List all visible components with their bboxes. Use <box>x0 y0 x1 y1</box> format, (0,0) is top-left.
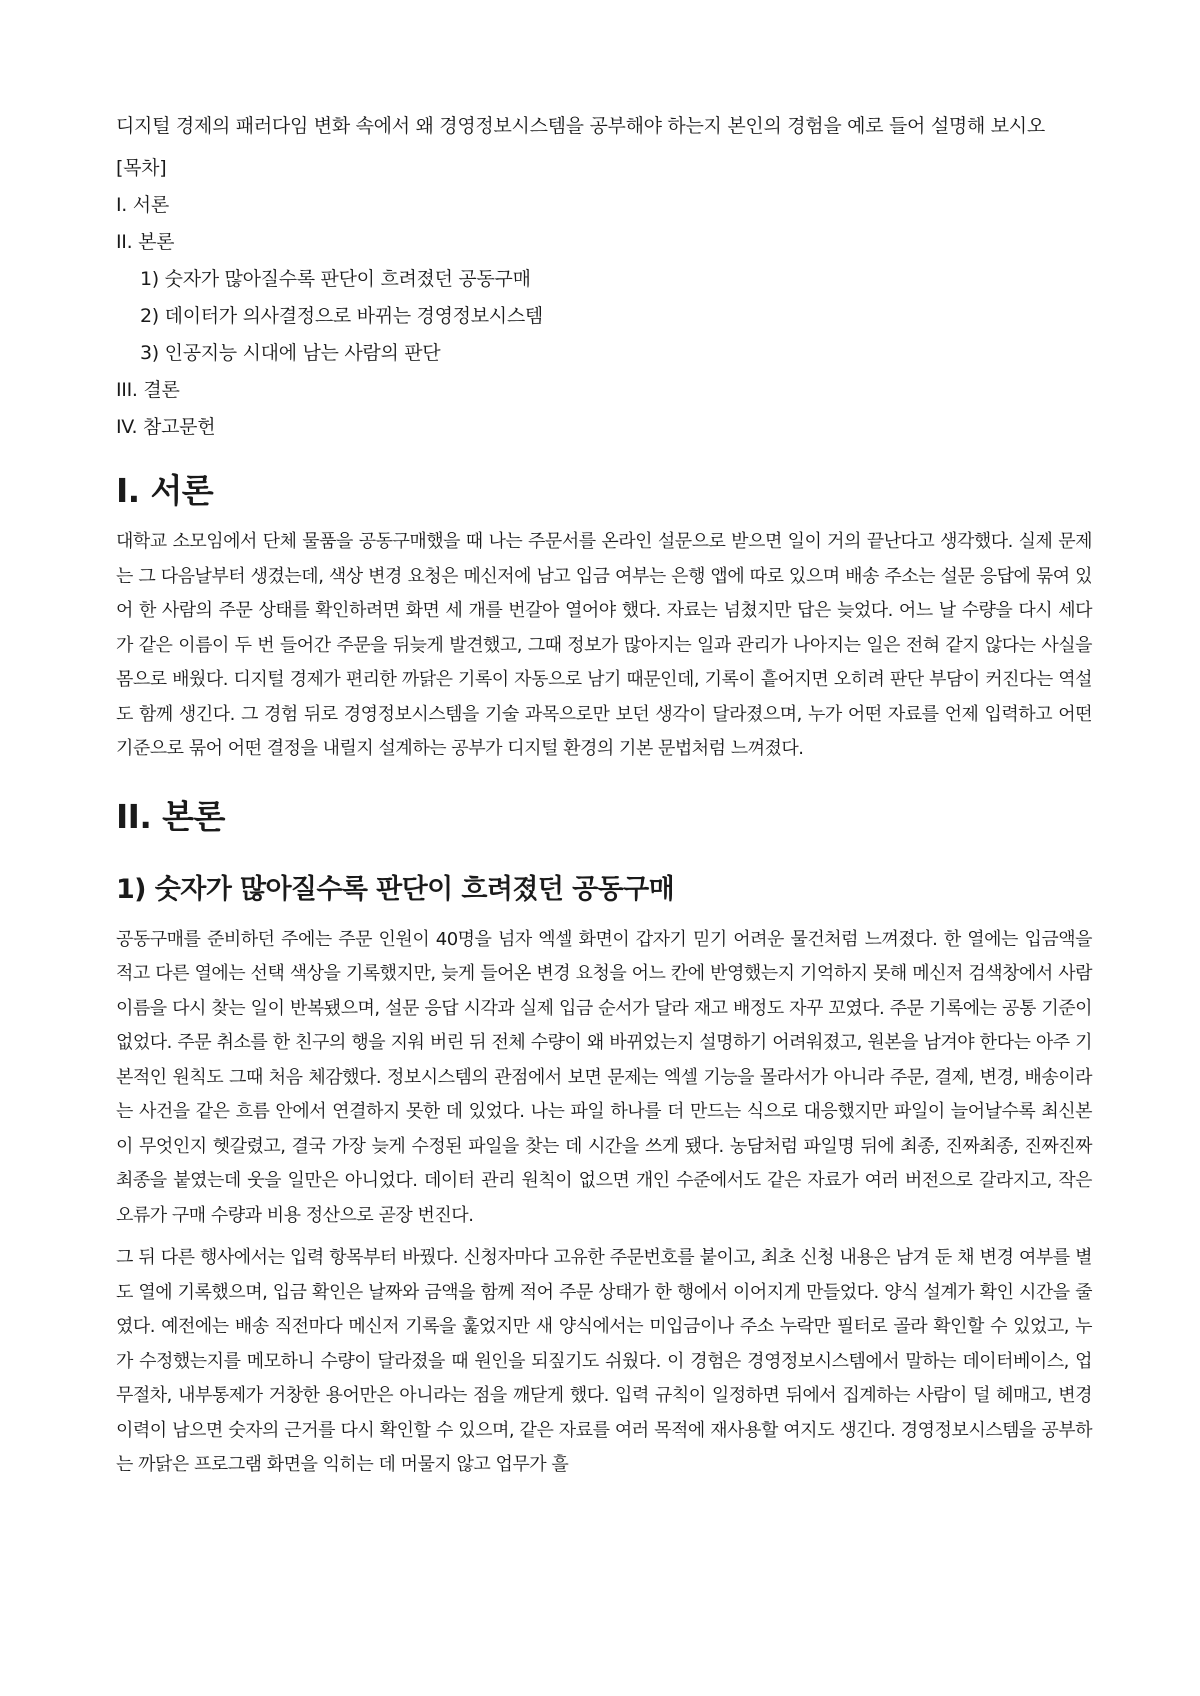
toc-item-references: IV. 참고문헌 <box>116 416 216 438</box>
section-title-intro: I. 서론 <box>116 471 214 510</box>
toc-item-body-1: 1) 숫자가 많아질수록 판단이 흐려졌던 공동구매 <box>140 268 531 290</box>
toc-item-conclusion: III. 결론 <box>116 379 180 401</box>
table-of-contents <box>116 154 1092 441</box>
subsection-1-paragraph-1: 공동구매를 준비하던 주에는 주문 인원이 40명을 넘자 엑셀 화면이 갑자기 믿기 어려운 물건처럼 느껴졌다. 한 열에는 입금액을 적고 다른 열에는 선택 색상을 기록했지만, 늦게 들어온 변경 요청을 어느 칸에 반영했는지 기억하지 못해 메신저 검색창에서 사람 이름을 다시 찾는 일이 반복됐으며, 설문 응답 시각과 실제 입금 순서가 달라 재고 배정도 자꾸 꼬였다. 주문 기록에는 공통 기준이 없었다. 주문 취소를 한 친구의 행을 지워 버린 뒤 전체 수량이 왜 바뀌었는지 설명하기 어려워졌고, 원본을 남겨야 한다는 아주 기본적인 원칙도 그때 처음 체감했다. 정보시스템의 관점에서 보면 문제는 엑셀 기능을 몰라서가 아니라 주문, 결제, 변경, 배송이라는 사건을 같은 흐름 안에서 연결하지 못한 데 있었다. 나는 파일 하나를 더 만드는 식으로 대응했지만 파일이 늘어날수록 최신본이 무엇인지 헷갈렸고, 결국 가장 늦게 수정된 파일을 찾는 데 시간을 쓰게 됐다. 농담처럼 파일명 뒤에 최종, 진짜최종, 진짜진짜최종을 붙였는데 웃을 일만은 아니었다. 데이터 관리 원칙이 없으면 개인 수준에서도 같은 자료가 여러 버전으로 갈라지고, 작은 오류가 구매 수량과 비용 정산으로 곧장 번진다. <box>116 928 1092 1226</box>
toc-item-body: II. 본론 <box>116 231 175 253</box>
toc-item-intro: I. 서론 <box>116 194 169 216</box>
intro-paragraph: 대학교 소모임에서 단체 물품을 공동구매했을 때 나는 주문서를 온라인 설문으로 받으면 일이 거의 끝난다고 생각했다. 실제 문제는 그 다음날부터 생겼는데, 색상 변경 요청은 메신저에 남고 입금 여부는 은행 앱에 따로 있으며 배송 주소는 설문 응답에 묶여 있어 한 사람의 주문 상태를 확인하려면 화면 세 개를 번갈아 열어야 했다. 자료는 넘쳤지만 답은 늦었다. 어느 날 수량을 다시 세다가 같은 이름이 두 번 들어간 주문을 뒤늦게 발견했고, 그때 정보가 많아지는 일과 관리가 나아지는 일은 전혀 같지 않다는 사실을 몸으로 배웠다. 디지털 경제가 편리한 까닭은 기록이 자동으로 남기 때문인데, 기록이 흩어지면 오히려 판단 부담이 커진다는 역설도 함께 생긴다. 그 경험 뒤로 경영정보시스템을 기술 과목으로만 보던 생각이 달라졌으며, 누가 어떤 자료를 언제 입력하고 어떤 기준으로 묶어 어떤 결정을 내릴지 설계하는 공부가 디지털 환경의 기본 문법처럼 느껴졌다. <box>116 531 1092 759</box>
question-text: 디지털 경제의 패러다임 변화 속에서 왜 경영정보시스템을 공부해야 하는지 본인의 경험을 예로 들어 설명해 보시오 <box>116 115 1045 137</box>
toc-heading: [목차] <box>116 157 167 179</box>
subsection-title-1: 1) 숫자가 많아질수록 판단이 흐려졌던 공동구매 <box>116 873 675 905</box>
subsection-1-paragraph-2: 그 뒤 다른 행사에서는 입력 항목부터 바꿨다. 신청자마다 고유한 주문번호를 붙이고, 최초 신청 내용은 남겨 둔 채 변경 여부를 별도 열에 기록했으며, 입금 확인은 날짜와 금액을 함께 적어 주문 상태가 한 행에서 이어지게 만들었다. 양식 설계가 확인 시간을 줄였다. 예전에는 배송 직전마다 메신저 기록을 훑었지만 새 양식에서는 미입금이나 주소 누락만 필터로 골라 확인할 수 있었고, 누가 수정했는지를 메모하니 수량이 달라졌을 때 원인을 되짚기도 쉬웠다. 이 경험은 경영정보시스템에서 말하는 데이터베이스, 업무절차, 내부통제가 거창한 용어만은 아니라는 점을 깨닫게 했다. 입력 규칙이 일정하면 뒤에서 집계하는 사람이 덜 헤매고, 변경 이력이 남으면 숫자의 근거를 다시 확인할 수 있으며, 같은 자료를 여러 목적에 재사용할 여지도 생긴다. 경영정보시스템을 공부하는 까닭은 프로그램 화면을 익히는 데 머물지 않고 업무가 흘 <box>116 1247 1092 1475</box>
toc-item-body-3: 3) 인공지능 시대에 남는 사람의 판단 <box>140 342 441 364</box>
toc-list <box>116 191 1092 441</box>
toc-item-body-2: 2) 데이터가 의사결정으로 바뀌는 경영정보시스템 <box>140 305 543 327</box>
section-title-body: II. 본론 <box>116 796 225 836</box>
